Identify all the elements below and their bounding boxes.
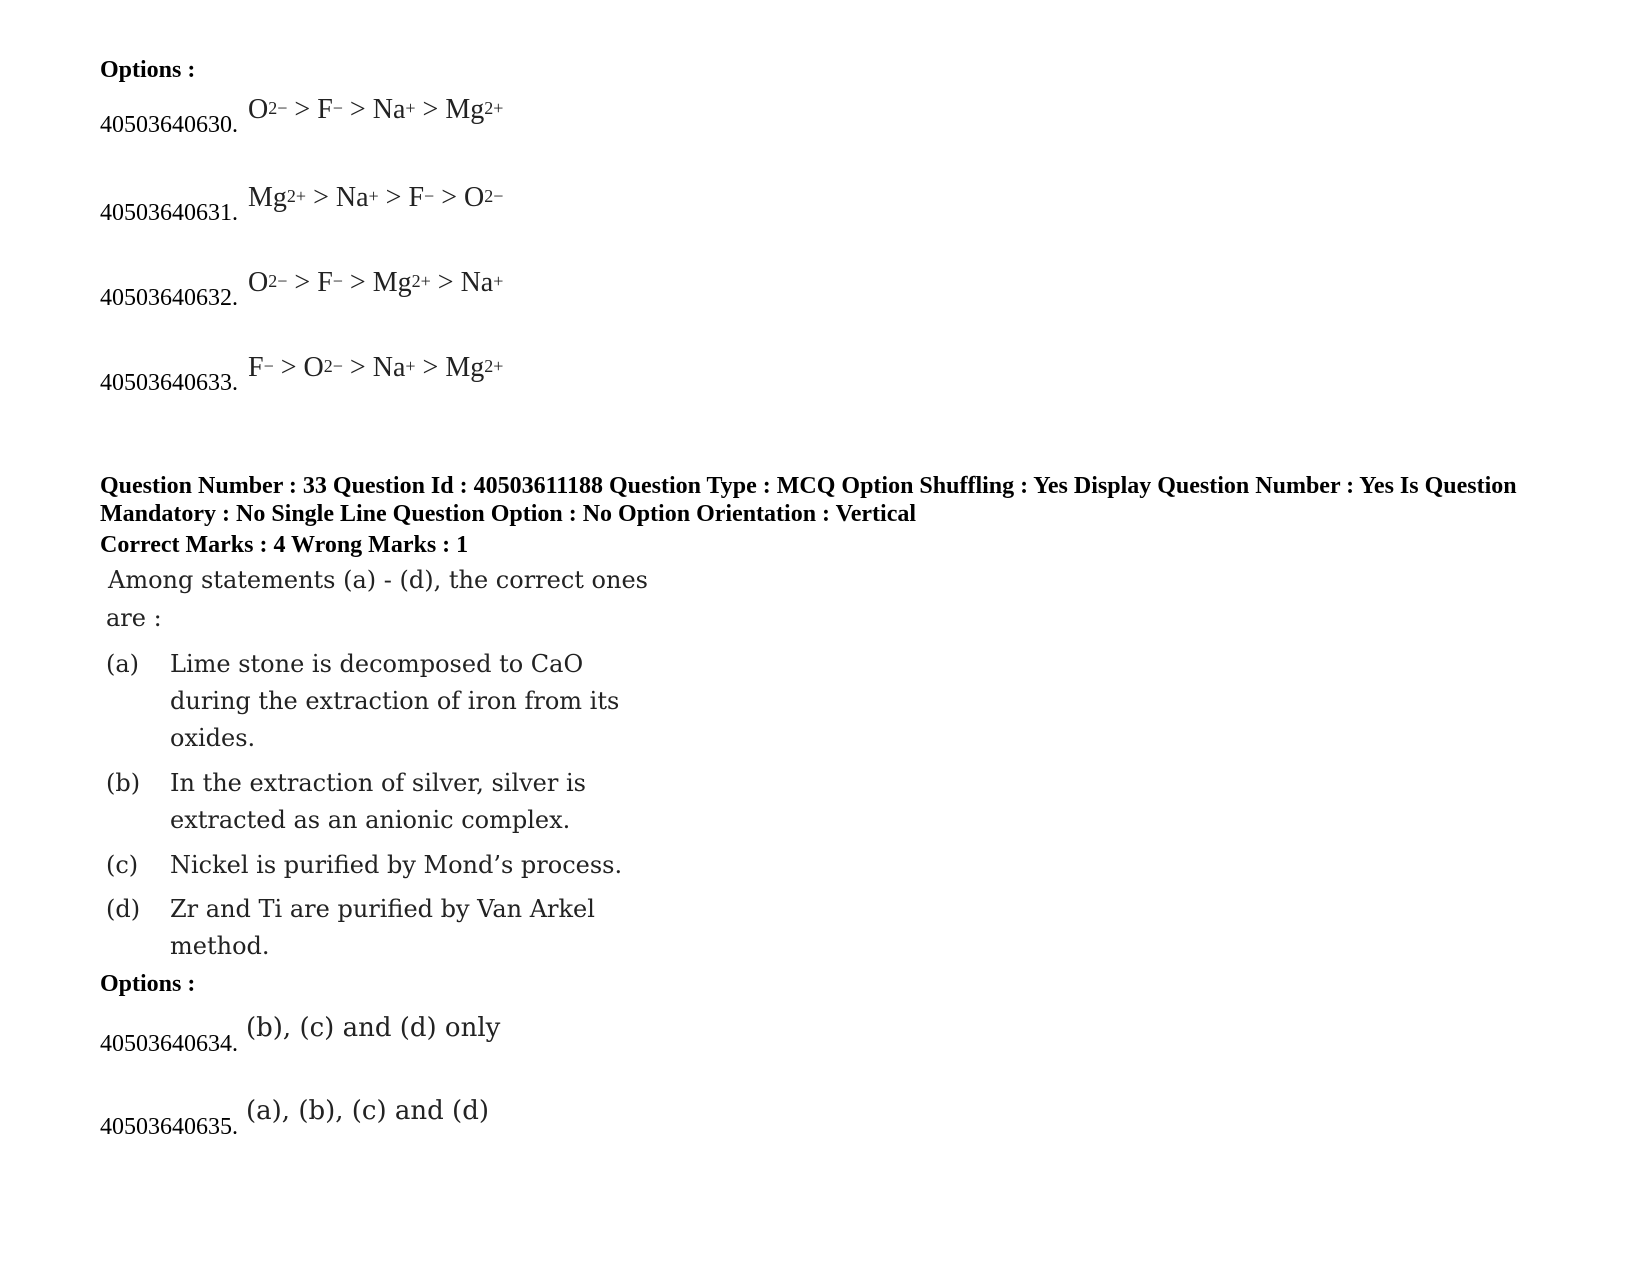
ion-charge: 2− [484, 186, 504, 206]
statement-item-text: oxides. [170, 724, 256, 752]
ion-symbol: O [248, 267, 269, 298]
ion-charge: + [493, 271, 504, 291]
option-id: 40503640630. [100, 112, 238, 138]
options-heading-2: Options : [100, 971, 196, 997]
ion-charge: + [405, 356, 416, 376]
statement-item-text: In the extraction of silver, silver is [170, 769, 586, 797]
marks-info: Correct Marks : 4 Wrong Marks : 1 [100, 532, 469, 558]
ion-symbol: Mg [372, 267, 412, 298]
ion-charge: + [405, 98, 416, 118]
ion-symbol: Na [372, 352, 406, 383]
statement-item-text: Zr and Ti are purified by Van Arkel [170, 895, 595, 923]
formula-separator: > [430, 267, 461, 298]
option-formula [248, 352, 503, 384]
ion-charge: 2− [323, 356, 343, 376]
formula-separator: > [415, 94, 446, 125]
ion-symbol: Mg [248, 182, 287, 213]
ion-symbol: Na [335, 182, 369, 213]
option-id: 40503640634. [100, 1031, 238, 1057]
ion-charge: 2+ [411, 271, 431, 291]
formula-separator: > [378, 182, 409, 213]
option-id: 40503640635. [100, 1114, 238, 1140]
statement-item-marker: (d) [106, 895, 141, 923]
question-meta: Question Number : 33 Question Id : 40503611188 Question Type : MCQ Option Shuffling : Yes Display Question Number : Yes Is Question Mandatory : No Single Line Question Option : No Option Orientation : Vertical [100, 473, 1517, 527]
formula-separator: > [434, 182, 464, 213]
formula-separator: > [415, 352, 446, 383]
statement-item-marker: (b) [106, 769, 141, 797]
option-id: 40503640633. [100, 370, 238, 396]
formula-separator: > [306, 182, 336, 213]
ion-symbol: Na [372, 94, 406, 125]
formula-separator: > [342, 352, 373, 383]
option-formula [248, 182, 503, 214]
statement-item-text: method. [170, 932, 270, 960]
ion-charge: + [368, 186, 379, 206]
formula-separator: > [342, 94, 373, 125]
ion-symbol: O [248, 94, 269, 125]
ion-symbol: Mg [445, 352, 485, 383]
ion-symbol: O [303, 352, 324, 383]
option-formula [248, 94, 503, 126]
ion-charge: − [332, 98, 343, 118]
option-formula [248, 267, 503, 299]
ion-charge: 2+ [484, 98, 504, 118]
statement-item-marker: (c) [106, 851, 139, 879]
ion-charge: 2− [268, 98, 288, 118]
ion-symbol: F [408, 182, 425, 213]
statement-line-2: are : [106, 604, 162, 632]
ion-symbol: F [317, 94, 333, 125]
formula-separator: > [287, 267, 318, 298]
ion-symbol: F [248, 352, 264, 383]
ion-symbol: O [464, 182, 485, 213]
option-id: 40503640632. [100, 285, 238, 311]
statement-item-text: Nickel is purified by Mond’s process. [170, 851, 623, 879]
option-text: (a), (b), (c) and (d) [246, 1096, 489, 1126]
statement-item-text: extracted as an anionic complex. [170, 806, 571, 834]
ion-symbol: Mg [445, 94, 485, 125]
options-heading: Options : [100, 57, 196, 83]
ion-charge: − [332, 271, 343, 291]
ion-charge: 2− [268, 271, 288, 291]
option-id: 40503640631. [100, 200, 238, 226]
ion-symbol: Na [460, 267, 494, 298]
ion-charge: 2+ [286, 186, 307, 206]
question-statement [106, 566, 648, 966]
statement-item-text: during the extraction of iron from its [170, 687, 620, 715]
ion-charge: − [263, 356, 274, 376]
formula-separator: > [273, 352, 304, 383]
option-text: (b), (c) and (d) only [246, 1013, 501, 1043]
ion-charge: 2+ [484, 356, 504, 376]
statement-item-text: Lime stone is decomposed to CaO [170, 650, 584, 678]
statement-item-marker: (a) [106, 650, 140, 678]
formula-separator: > [287, 94, 318, 125]
formula-separator: > [342, 267, 373, 298]
ion-charge: − [424, 186, 435, 206]
statement-line-1: Among statements (a) - (d), the correct ones [108, 566, 648, 594]
ion-symbol: F [317, 267, 333, 298]
